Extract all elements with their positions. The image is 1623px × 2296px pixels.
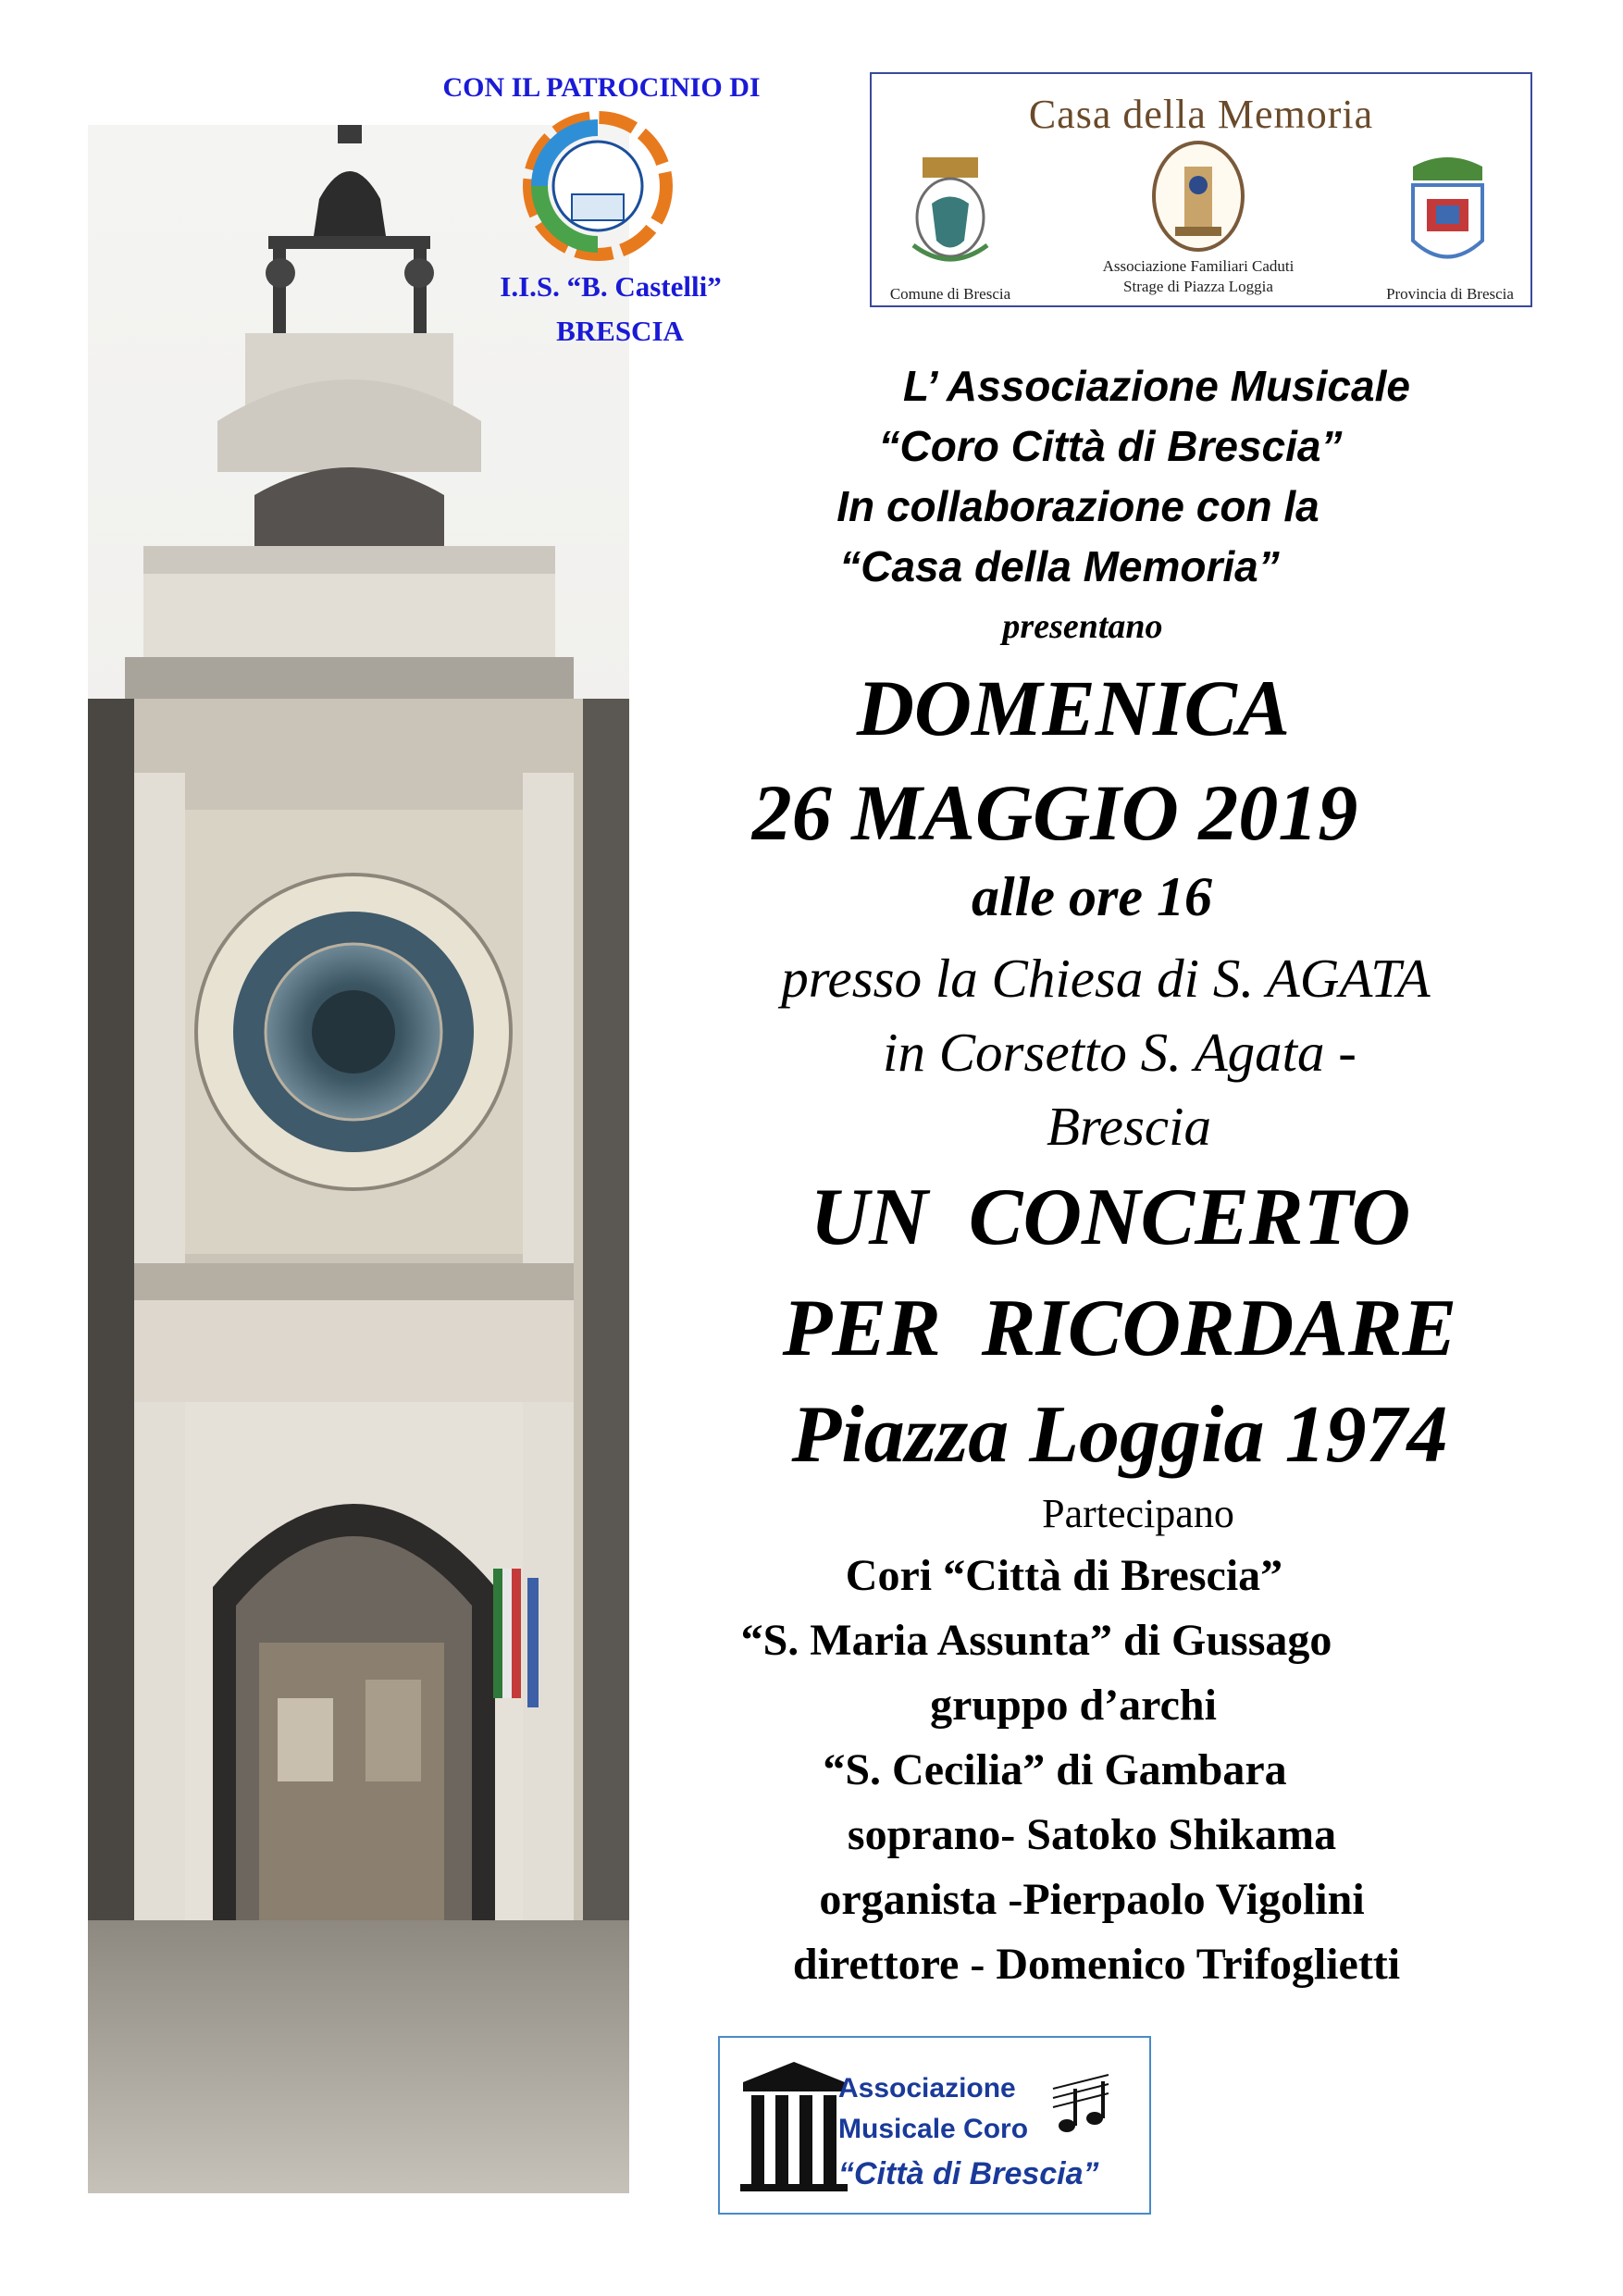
event-day: DOMENICA bbox=[856, 664, 1291, 752]
event-place-3: Brescia bbox=[1046, 1096, 1212, 1157]
temple-columns-icon bbox=[738, 2054, 849, 2193]
afc-label-1: Associazione Familiari Caduti bbox=[1102, 257, 1295, 275]
comune-crest-icon bbox=[895, 153, 1006, 273]
intro-line-1: L’ Associazione Musicale bbox=[903, 362, 1410, 410]
intro-line-3: In collaborazione con la bbox=[836, 482, 1319, 530]
participant-line-1: Cori “Città di Brescia” bbox=[845, 1551, 1283, 1600]
participants-label: Partecipano bbox=[1042, 1491, 1234, 1536]
event-date: 26 MAGGIO 2019 bbox=[751, 768, 1358, 857]
iis-castelli-logo bbox=[521, 109, 675, 263]
participant-line-5: soprano- Satoko Shikama bbox=[847, 1810, 1337, 1859]
participant-line-4: “S. Cecilia” di Gambara bbox=[823, 1745, 1287, 1794]
event-time: alle ore 16 bbox=[972, 866, 1212, 927]
music-notes-icon bbox=[1044, 2070, 1118, 2153]
logo-line-3: “Città di Brescia” bbox=[838, 2156, 1099, 2191]
provincia-crest-icon bbox=[1394, 148, 1501, 278]
afc-label-2: Strage di Piazza Loggia bbox=[1123, 278, 1273, 295]
clock-tower-photo bbox=[88, 125, 629, 2193]
intro-line-4: “Casa della Memoria” bbox=[839, 542, 1280, 590]
logo-line-2: Musicale Coro bbox=[838, 2114, 1029, 2144]
headline-line-3: Piazza Loggia 1974 bbox=[791, 1390, 1448, 1480]
coro-logo-box bbox=[718, 2036, 1151, 2215]
event-place-2: in Corsetto S. Agata - bbox=[883, 1022, 1357, 1083]
participant-line-6: organista -Pierpaolo Vigolini bbox=[819, 1875, 1365, 1924]
provincia-label: Provincia di Brescia bbox=[1386, 285, 1514, 303]
headline-line-2: PER RICORDARE bbox=[782, 1284, 1457, 1373]
logo-line-1: Associazione bbox=[838, 2073, 1016, 2104]
participant-line-3: gruppo d’archi bbox=[930, 1681, 1217, 1730]
headline-line-1: UN CONCERTO bbox=[810, 1173, 1411, 1262]
patronage-title: CON IL PATROCINIO DI bbox=[442, 72, 761, 103]
piazza-loggia-crest-icon bbox=[1147, 139, 1249, 254]
iis-name: I.I.S. “B. Castelli” bbox=[500, 270, 722, 303]
participant-line-7: direttore - Domenico Trifoglietti bbox=[792, 1940, 1401, 1989]
iis-city: BRESCIA bbox=[556, 315, 684, 347]
event-place-1: presso la Chiesa di S. AGATA bbox=[781, 948, 1431, 1009]
intro-presentano: presentano bbox=[1002, 607, 1163, 646]
casa-memoria-box bbox=[870, 72, 1532, 307]
intro-line-2: “Coro Città di Brescia” bbox=[878, 422, 1343, 470]
casa-memoria-title: Casa della Memoria bbox=[1028, 92, 1374, 137]
participant-line-2: “S. Maria Assunta” di Gussago bbox=[740, 1616, 1332, 1665]
comune-label: Comune di Brescia bbox=[889, 285, 1011, 303]
